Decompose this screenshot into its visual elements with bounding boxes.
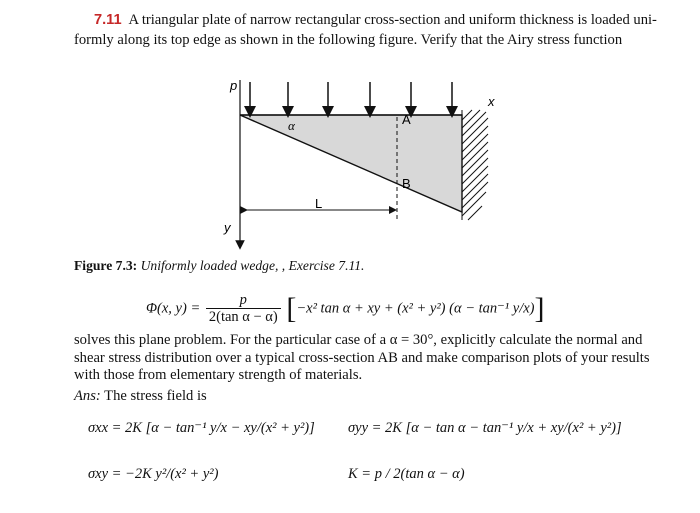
phi-lhs: Φ(x, y) = xyxy=(146,300,201,317)
phi-bracket: −x² tan α + xy + (x² + y²) (α − tan⁻¹ y/x) xyxy=(296,300,535,317)
equation-K: K = p / 2(tan α − α) xyxy=(348,466,465,482)
wedge-plate xyxy=(240,115,462,212)
answer-line xyxy=(74,388,207,405)
answer-label: Ans: xyxy=(74,388,101,404)
body-line-1: solves this plane problem. For the particular case of a α = 30°, explicitly calculate the normal and xyxy=(74,332,643,348)
equation-sigma-yy: σyy = 2K [α − tan α − tan⁻¹ y/x + xy/(x² + y²)] xyxy=(348,420,622,436)
equation-phi: Φ(x, y) = $\frac{p}{\text{2(tan α − α)}}$ [−x² tan α + xy + (x² + y²) (α − tan⁻¹ y/x)] xyxy=(146,292,545,325)
fixed-wall-hatch xyxy=(462,110,488,220)
problem-line-2: formly along its top edge as shown in the following figure. Verify that the Airy stress function xyxy=(74,32,623,48)
body-text xyxy=(74,332,674,385)
problem-line-1: A triangular plate of narrow rectangular cross-section and uniform thickness is loaded uni- xyxy=(128,12,657,28)
label-alpha: α xyxy=(288,118,295,133)
label-L: L xyxy=(315,196,323,211)
phi-numerator: p xyxy=(239,292,247,308)
caption-label: Figure 7.3: xyxy=(74,258,138,273)
problem-number: 7.11 xyxy=(94,12,122,28)
label-x: x xyxy=(488,94,495,109)
label-p: p xyxy=(230,78,238,93)
label-y: y xyxy=(224,220,231,235)
equation-sigma-xx: σxx = 2K [α − tan⁻¹ y/x − xy/(x² + y²)] xyxy=(88,420,315,436)
phi-fraction xyxy=(206,293,281,325)
body-line-3: with those from elementary strength of materials. xyxy=(74,367,363,383)
figure-caption xyxy=(74,258,364,274)
answer-text: The stress field is xyxy=(104,388,207,404)
label-B: B xyxy=(402,176,411,191)
equation-sigma-xy: σxy = −2K y²/(x² + y²) xyxy=(88,466,219,482)
problem-statement xyxy=(94,10,674,30)
wedge-figure xyxy=(200,70,510,250)
caption-text: Uniformly loaded wedge, , Exercise 7.11. xyxy=(140,258,365,273)
body-line-2: shear stress distribution over a typical cross-section AB and make comparison plots of your results xyxy=(74,349,650,366)
load-arrows xyxy=(250,82,452,112)
label-A: A xyxy=(402,112,411,127)
phi-denominator: 2(tan α − α) xyxy=(206,308,281,325)
